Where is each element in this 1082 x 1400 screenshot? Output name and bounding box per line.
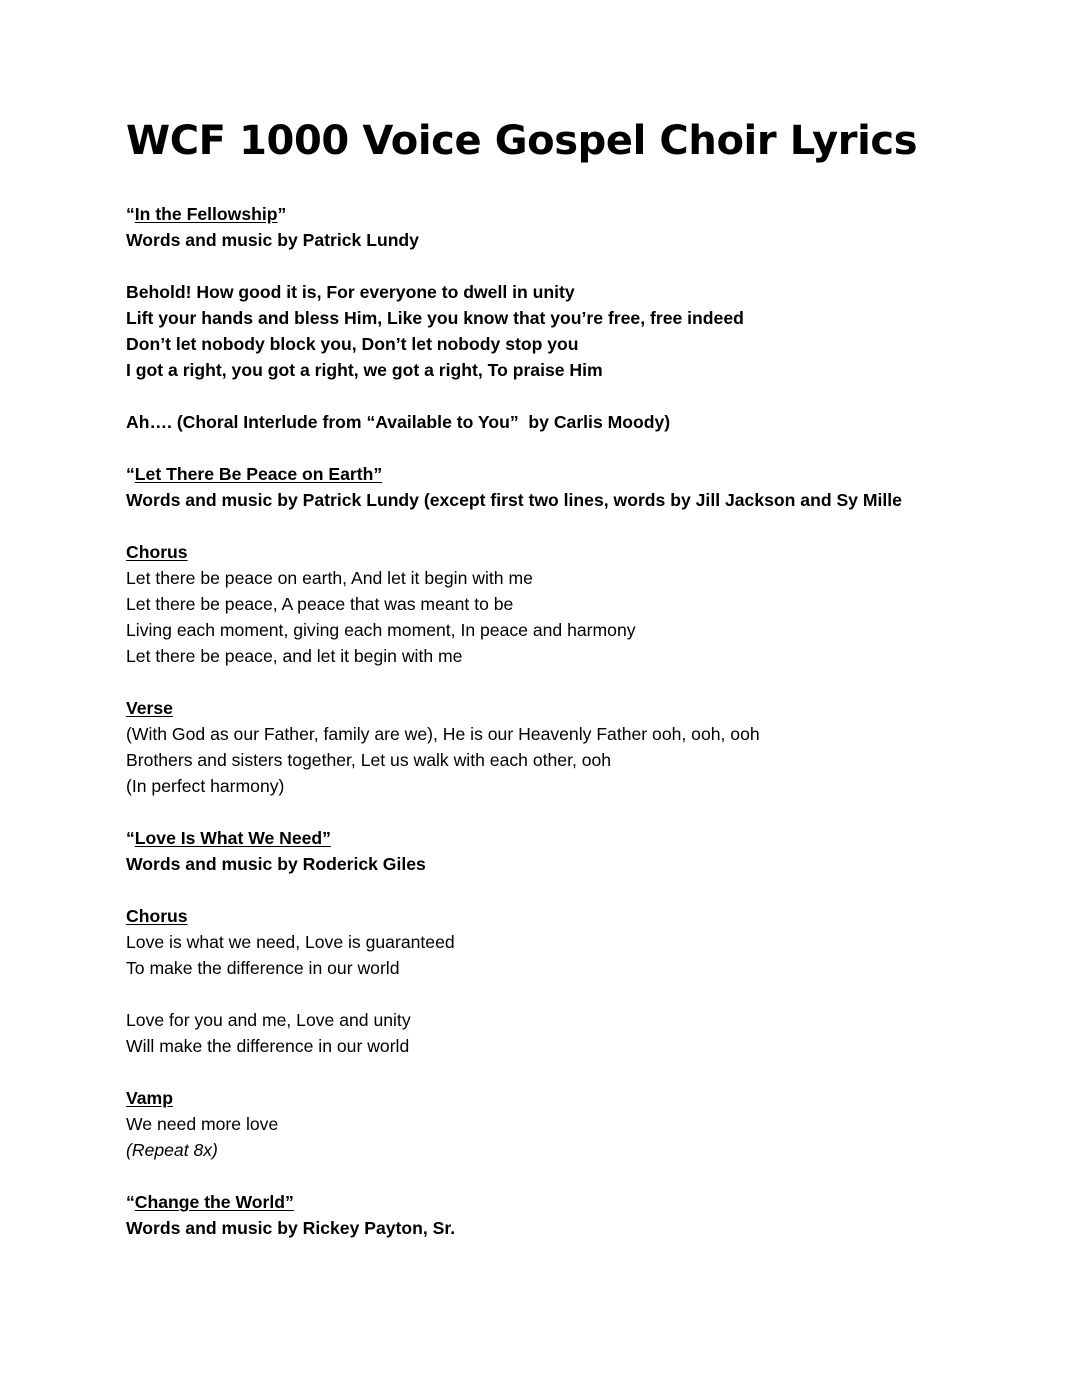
blank-line — [126, 669, 944, 695]
page-title: WCF 1000 Voice Gospel Choir Lyrics — [126, 118, 918, 164]
lyric-line: (With God as our Father, family are we), He is our Heavenly Father ooh, ooh, ooh — [126, 724, 760, 745]
lyric-line: Brothers and sisters together, Let us walk with each other, ooh — [126, 750, 612, 771]
section-label-text: Vamp — [126, 1088, 173, 1109]
blank-line — [126, 253, 944, 279]
quote-open: “ — [126, 464, 135, 485]
lyric-line: Love for you and me, Love and unity — [126, 1010, 411, 1031]
blank-line — [126, 1163, 944, 1189]
song-title-love-is-what-we-need — [126, 825, 944, 851]
blank-line — [126, 981, 944, 1007]
song-title-change-the-world — [126, 1189, 944, 1215]
blank-line — [126, 1059, 944, 1085]
blank-line — [126, 513, 944, 539]
song-credit: Words and music by Patrick Lundy (except first two lines, words by Jill Jackson and Sy Mille — [126, 490, 902, 511]
lyric-line: Behold! How good it is, For everyone to dwell in unity — [126, 282, 575, 303]
blank-line — [126, 383, 944, 409]
song-credit: Words and music by Patrick Lundy — [126, 230, 419, 251]
lyric-line: We need more love — [126, 1114, 279, 1135]
quote-open: “ — [126, 828, 135, 849]
document-body — [126, 118, 944, 1241]
section-label-text: Chorus — [126, 542, 188, 563]
lyric-line: To make the difference in our world — [126, 958, 400, 979]
song-title-let-there-be-peace-on-earth — [126, 461, 944, 487]
lyric-line: I got a right, you got a right, we got a right, To praise Him — [126, 360, 603, 381]
section-label-text: Verse — [126, 698, 173, 719]
blank-line — [126, 877, 944, 903]
lyric-line: Let there be peace on earth, And let it begin with me — [126, 568, 533, 589]
song-credit: Words and music by Roderick Giles — [126, 854, 426, 875]
section-label-text: Chorus — [126, 906, 188, 927]
quote-close: ” — [277, 204, 287, 225]
section-label-verse — [126, 695, 944, 721]
lyric-line: Will make the difference in our world — [126, 1036, 410, 1057]
lyric-line: Let there be peace, and let it begin with me — [126, 646, 463, 667]
blank-line — [126, 799, 944, 825]
lyric-line: Living each moment, giving each moment, In peace and harmony — [126, 620, 636, 641]
lyric-line: Let there be peace, A peace that was meant to be — [126, 594, 514, 615]
quote-open: “ — [126, 204, 135, 225]
song-credit: Words and music by Rickey Payton, Sr. — [126, 1218, 456, 1239]
blank-line — [126, 435, 944, 461]
choral-interlude-note: Ah…. (Choral Interlude from “Available to You” by Carlis Moody) — [126, 412, 671, 433]
title-spacer — [126, 165, 944, 201]
lyric-line: (In perfect harmony) — [126, 776, 285, 797]
section-label-chorus — [126, 539, 944, 565]
song-title-text: Change the World” — [134, 1192, 294, 1213]
song-title-text: In the Fellowship — [134, 204, 278, 225]
song-title-in-the-fellowship — [126, 201, 944, 227]
song-title-text: Love Is What We Need” — [134, 828, 331, 849]
quote-open: “ — [126, 1192, 135, 1213]
lyric-line: Lift your hands and bless Him, Like you know that you’re free, free indeed — [126, 308, 744, 329]
lyric-line: Love is what we need, Love is guaranteed — [126, 932, 455, 953]
repeat-instruction: (Repeat 8x) — [126, 1140, 218, 1161]
song-title-text: Let There Be Peace on Earth” — [134, 464, 383, 485]
section-label-chorus — [126, 903, 944, 929]
lyric-line: Don’t let nobody block you, Don’t let nobody stop you — [126, 334, 579, 355]
section-label-vamp — [126, 1085, 944, 1111]
